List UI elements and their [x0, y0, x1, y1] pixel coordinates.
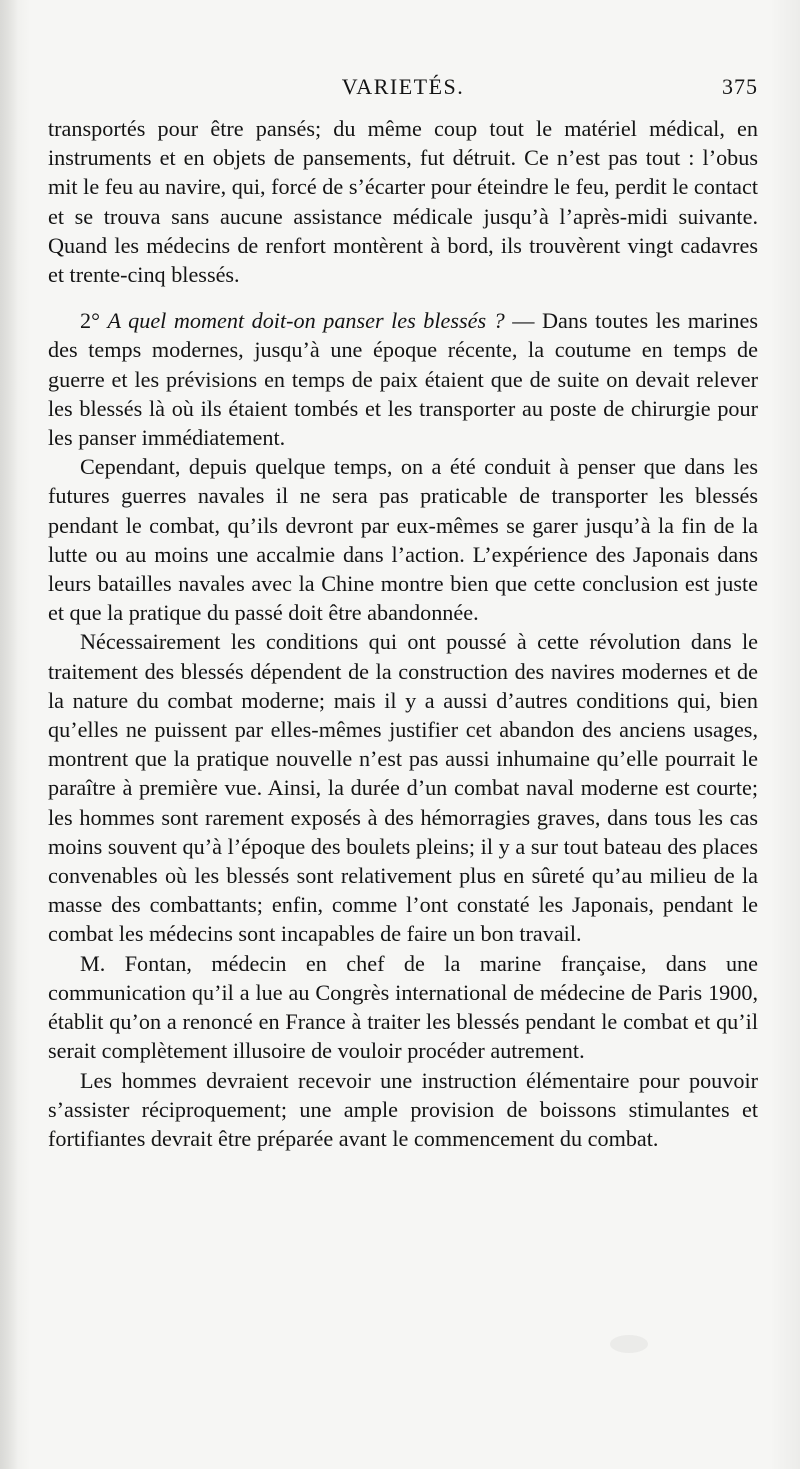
page-number: 375 [722, 74, 758, 99]
section-question: A quel moment doit-on panser les blessés ? [107, 308, 505, 334]
body-text [48, 114, 758, 1153]
paragraph-3: Cependant, depuis quelque temps, on a été conduit à penser que dans les futures guerres navales il ne sera pas praticable de transporter les blessés pendant le combat, qu’ils devront par eux-mêmes se garer jusqu’à la fin de la lutte ou au moins une accalmie dans l’action. L’expérience des Japonais dans leurs batailles navales avec la Chine montre bien que cette conclusion est juste et que la pratique du passé doit être abandonnée. [48, 454, 758, 626]
paper-stain [610, 1335, 648, 1353]
paragraph-2 [48, 306, 758, 452]
section-number: 2° [80, 308, 100, 334]
paragraph-6: Les hommes devraient recevoir une instruction élémentaire pour pouvoir s’assister réciproquement; une ample provision de boissons stimulantes et fortifiantes devrait être préparée avant le commencement du combat. [48, 1067, 758, 1151]
running-title: VARIETÉS. [341, 74, 465, 99]
page-header [48, 74, 758, 104]
paragraph-2-body: — Dans toutes les marines des temps modernes, jusqu’à une époque récente, la coutume en temps de guerre et les prévisions en temps de paix étaient que de suite on devait relever les blessés là où ils étaient tombés et les transporter au poste de chirurgie pour les panser immédiatement. [48, 308, 759, 451]
paragraph-4: Nécessairement les conditions qui ont poussé à cette révolution dans le traitement des blessés dépendent de la construction des navires modernes et de la nature du combat moderne; mais il y a aussi d’autres conditions qui, bien qu’elles ne puissent par elles-mêmes justifier cet abandon des anciens usages, montrent que la pratique nouvelle n’est pas aussi inhumaine qu’elle pourrait le paraître à première vue. Ainsi, la durée d’un combat naval moderne est courte; les hommes sont rarement exposés à des hémorragies graves, dans tous les cas moins souvent qu’à l’époque des boulets pleins; il y a sur tout bateau des places convenables où les blessés sont relativement plus en sûreté qu’au milieu de la masse des combattants; enfin, comme l’ont constaté les Japonais, pendant le combat les médecins sont incapables de faire un bon travail. [48, 629, 758, 947]
binding-shadow [0, 0, 18, 1469]
paragraph-1: transportés pour être pansés; du même coup tout le matériel médical, en instruments et en objets de pansements, fut détruit. Ce n’est pas tout : l’obus mit le feu au navire, qui, forcé de s’écarter pour éteindre le feu, perdit le contact et se trouva sans aucune assistance médicale jusqu’à l’après-midi suivante. Quand les médecins de renfort montèrent à bord, ils trouvèrent vingt cadavres et trente-cinq blessés. [48, 116, 758, 288]
paragraph-5: M. Fontan, médecin en chef de la marine française, dans une communication qu’il a lue au Congrès international de médecine de Paris 1900, établit qu’on a renoncé en France à traiter les blessés pendant le combat et qu’il serait complètement illusoire de vouloir procéder autrement. [48, 950, 758, 1064]
